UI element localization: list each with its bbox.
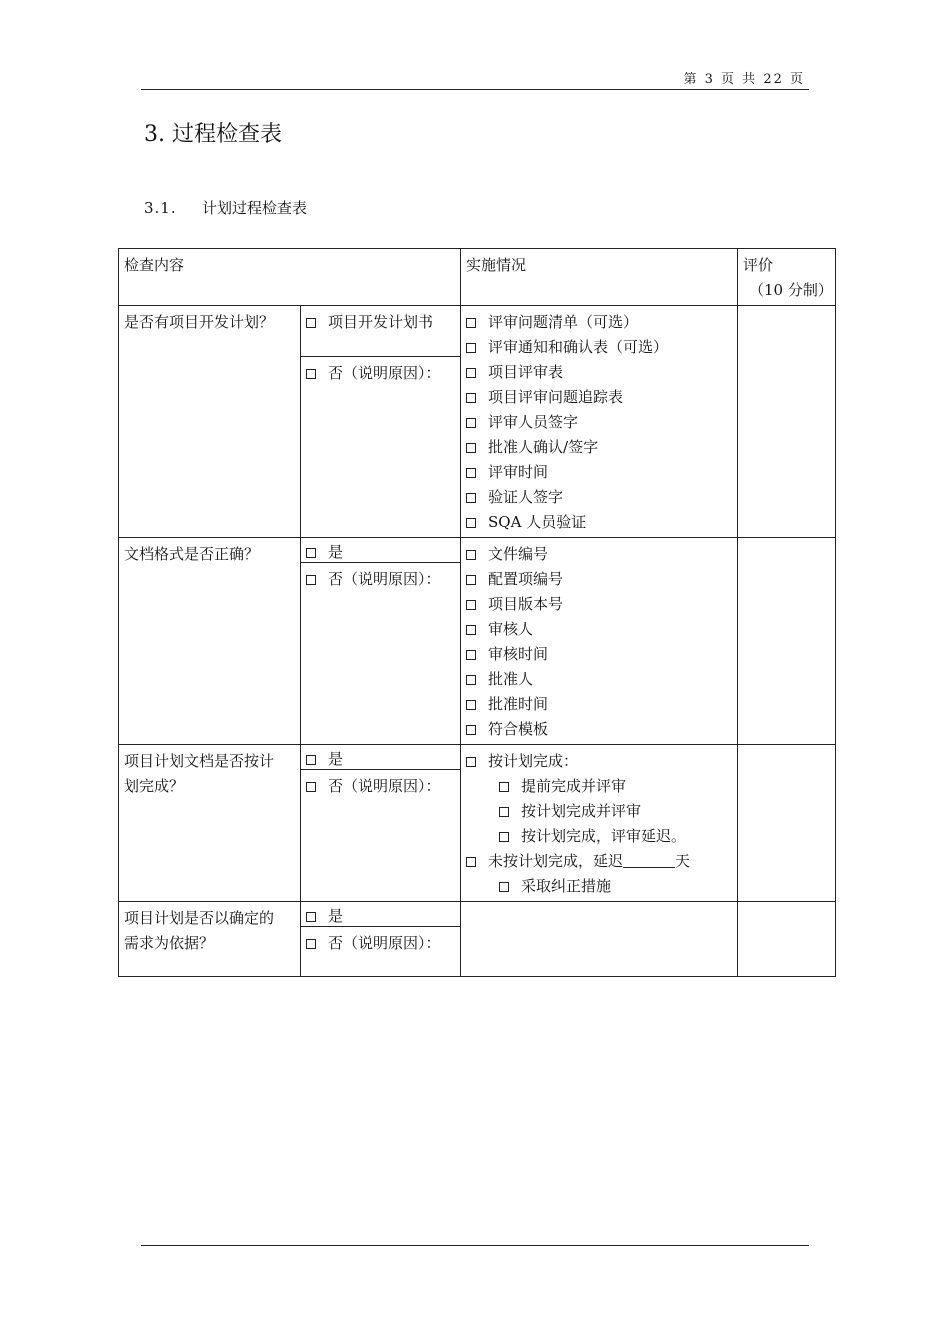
list-item[interactable]: SQA 人员验证 [466, 510, 732, 535]
implementation-cell [461, 538, 738, 745]
table-row [119, 306, 836, 538]
delay-days-field[interactable] [623, 851, 675, 868]
implementation-cell [461, 306, 738, 538]
implementation-cell[interactable] [461, 902, 738, 977]
question-cell: 项目计划文档是否按计 划完成？ [119, 745, 301, 902]
checkbox-icon[interactable] [466, 468, 476, 478]
checkbox-icon[interactable] [306, 318, 316, 328]
question-cell: 是否有项目开发计划？ [119, 306, 301, 538]
plan-process-checklist-table [118, 248, 836, 977]
option-cell [301, 745, 461, 902]
list-item[interactable]: 提前完成并评审 [466, 774, 732, 799]
table-header-row [119, 249, 836, 306]
list-item[interactable]: 符合模板 [466, 717, 732, 742]
checkbox-icon[interactable] [466, 650, 476, 660]
list-item[interactable]: 按计划完成，评审延迟。 [466, 824, 732, 849]
list-item[interactable]: 批准时间 [466, 692, 732, 717]
list-item[interactable]: 评审问题清单（可选） [466, 310, 732, 335]
checkbox-icon[interactable] [306, 939, 316, 949]
checkbox-icon[interactable] [466, 575, 476, 585]
header-grade: 评价 （10 分制） [738, 249, 836, 306]
grade-cell[interactable] [738, 538, 836, 745]
checkbox-icon[interactable] [466, 343, 476, 353]
list-item[interactable]: 按计划完成并评审 [466, 799, 732, 824]
list-item[interactable]: 未按计划完成，延迟 天 [466, 849, 732, 874]
grade-cell[interactable] [738, 745, 836, 902]
checkbox-icon[interactable] [306, 912, 316, 922]
checkbox-icon[interactable] [466, 368, 476, 378]
list-item[interactable]: 按计划完成： [466, 749, 732, 774]
checkbox-icon[interactable] [306, 755, 316, 765]
list-item[interactable]: 批准人确认/签字 [466, 435, 732, 460]
option-cell [301, 306, 461, 538]
option-cell [301, 538, 461, 745]
checkbox-icon[interactable] [499, 882, 509, 892]
option-no[interactable]: 否（说明原因）： [301, 563, 460, 592]
checkbox-icon[interactable] [466, 757, 476, 767]
checkbox-icon[interactable] [306, 575, 316, 585]
option-yes[interactable]: 是 [301, 538, 460, 563]
table-row [119, 538, 836, 745]
implementation-cell [461, 745, 738, 902]
list-item[interactable]: 审核人 [466, 617, 732, 642]
checkbox-icon[interactable] [499, 782, 509, 792]
header-check-content: 检查内容 [119, 249, 461, 306]
section-title: 3. 过程检查表 [144, 122, 282, 147]
option-yes[interactable]: 是 [301, 902, 460, 927]
checkbox-icon[interactable] [466, 418, 476, 428]
checkbox-icon[interactable] [466, 493, 476, 503]
subsection-number: 3.1. [144, 199, 177, 217]
list-item[interactable]: 采取纠正措施 [466, 874, 732, 899]
checkbox-icon[interactable] [466, 857, 476, 867]
question-cell: 项目计划是否以确定的 需求为依据？ [119, 902, 301, 977]
question-cell: 文档格式是否正确？ [119, 538, 301, 745]
checkbox-icon[interactable] [306, 548, 316, 558]
list-item[interactable]: 评审时间 [466, 460, 732, 485]
table-row [119, 745, 836, 902]
option-no[interactable]: 否（说明原因）： [301, 927, 460, 956]
option-yes[interactable]: 项目开发计划书 [301, 306, 460, 357]
checkbox-icon[interactable] [466, 443, 476, 453]
list-item[interactable]: 配置项编号 [466, 567, 732, 592]
list-item[interactable]: 项目版本号 [466, 592, 732, 617]
header-implementation: 实施情况 [461, 249, 738, 306]
checkbox-icon[interactable] [466, 600, 476, 610]
page-header [141, 72, 809, 90]
option-cell [301, 902, 461, 977]
checkbox-icon[interactable] [466, 550, 476, 560]
table-row [119, 902, 836, 977]
grade-cell[interactable] [738, 306, 836, 538]
option-yes[interactable]: 是 [301, 745, 460, 770]
list-item[interactable]: 项目评审表 [466, 360, 732, 385]
checkbox-icon[interactable] [306, 369, 316, 379]
checkbox-icon[interactable] [499, 807, 509, 817]
checkbox-icon[interactable] [306, 782, 316, 792]
list-item[interactable]: 验证人签字 [466, 485, 732, 510]
checkbox-icon[interactable] [466, 318, 476, 328]
list-item[interactable]: 文件编号 [466, 542, 732, 567]
option-no[interactable]: 否（说明原因）： [301, 770, 460, 799]
checkbox-icon[interactable] [499, 832, 509, 842]
list-item[interactable]: 批准人 [466, 667, 732, 692]
checkbox-icon[interactable] [466, 518, 476, 528]
list-item[interactable]: 评审人员签字 [466, 410, 732, 435]
page-number: 第 3 页 共 22 页 [683, 72, 805, 87]
checkbox-icon[interactable] [466, 725, 476, 735]
list-item[interactable]: 评审通知和确认表（可选） [466, 335, 732, 360]
checkbox-icon[interactable] [466, 393, 476, 403]
checkbox-icon[interactable] [466, 675, 476, 685]
option-no[interactable]: 否（说明原因）： [301, 357, 460, 386]
subsection-text: 计划过程检查表 [202, 199, 308, 217]
checkbox-icon[interactable] [466, 700, 476, 710]
footer-divider [141, 1245, 809, 1246]
subsection-title [144, 197, 307, 219]
grade-cell[interactable] [738, 902, 836, 977]
list-item[interactable]: 项目评审问题追踪表 [466, 385, 732, 410]
list-item[interactable]: 审核时间 [466, 642, 732, 667]
checkbox-icon[interactable] [466, 625, 476, 635]
